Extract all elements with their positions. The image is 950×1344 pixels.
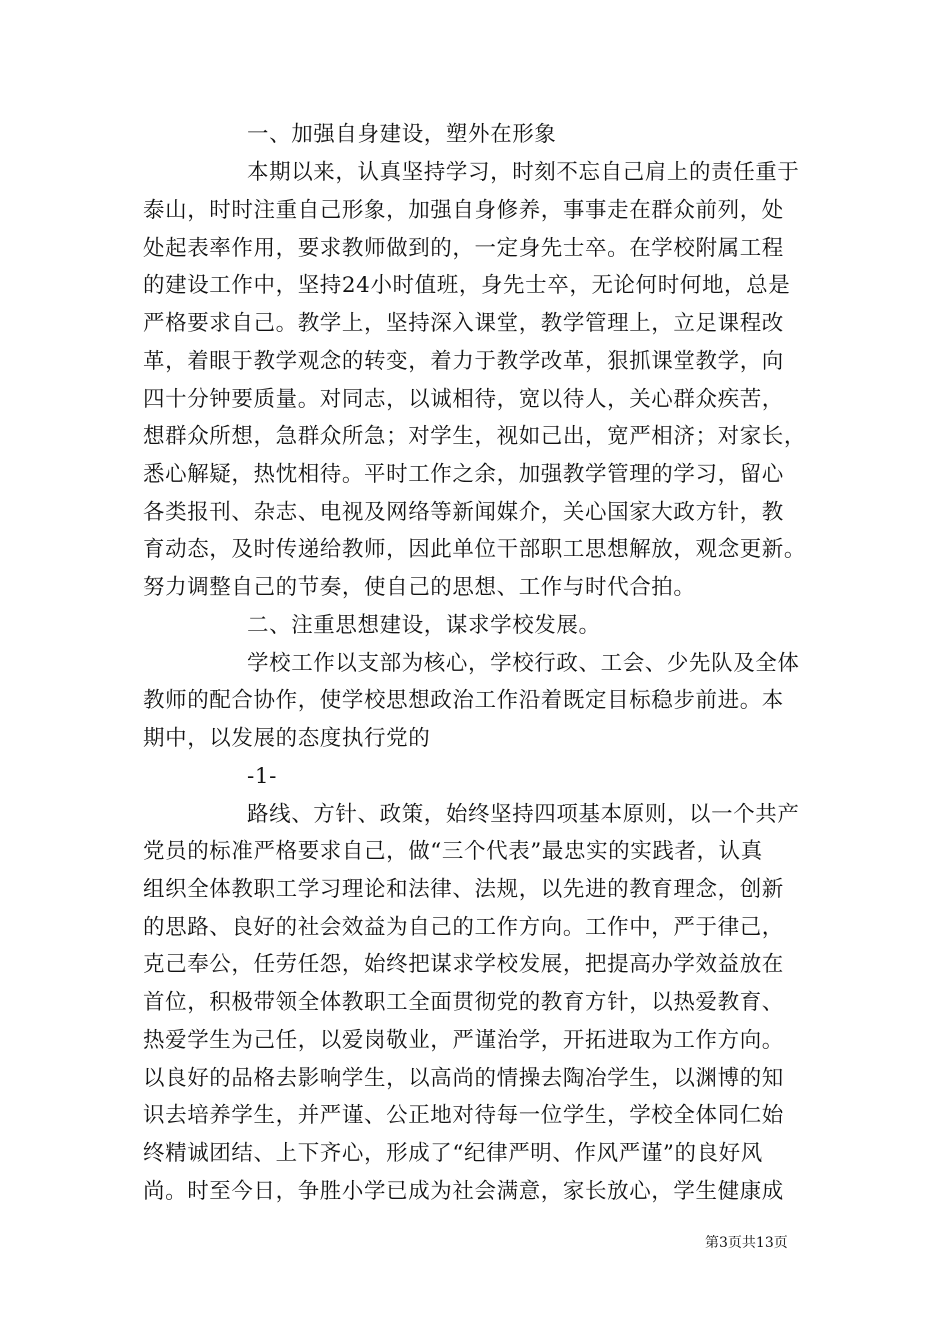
paragraph-line: 克己奉公，任劳任怨，始终把谋求学校发展，把提高办学效益放在 <box>143 952 784 977</box>
page-number-marker: -1- <box>247 764 278 789</box>
paragraph-line: 各类报刊、杂志、电视及网络等新闻媒介，关心国家大政方针，教 <box>143 500 784 525</box>
section-heading-2: 二、注重思想建设，谋求学校发展。 <box>247 613 601 638</box>
paragraph-line: 教师的配合协作，使学校思想政治工作沿着既定目标稳步前进。本 <box>143 688 784 713</box>
paragraph-line: 期中，以发展的态度执行党的 <box>143 726 431 751</box>
paragraph-line: 学校工作以支部为核心，学校行政、工会、少先队及全体 <box>247 651 800 676</box>
paragraph-line: 尚。时至今日，争胜小学已成为社会满意，家长放心，学生健康成 <box>143 1179 784 1204</box>
paragraph-line: 想群众所想，急群众所急；对学生，视如己出，宽严相济；对家长， <box>143 424 807 449</box>
section-heading-1: 一、加强自身建设，塑外在形象 <box>247 122 557 147</box>
paragraph-line: 育动态，及时传递给教师，因此单位干部职工思想解放，观念更新。 <box>143 537 807 562</box>
paragraph-line: 的思路、良好的社会效益为自己的工作方向。工作中，严于律己， <box>143 915 784 940</box>
paragraph-line: 终精诚团结、上下齐心，形成了“纪律严明、作风严谨”的良好风 <box>143 1141 763 1166</box>
paragraph-line: 党员的标准严格要求自己，做“三个代表”最忠实的实践者，认真 <box>143 839 763 864</box>
paragraph-line: 本期以来，认真坚持学习，时刻不忘自己肩上的责任重于 <box>247 160 800 185</box>
paragraph-line: 首位，积极带领全体教职工全面贯彻党的教育方针，以热爱教育、 <box>143 990 784 1015</box>
paragraph-line: 组织全体教职工学习理论和法律、法规，以先进的教育理念，创新 <box>143 877 784 902</box>
paragraph-line: 泰山，时时注重自己形象，加强自身修养，事事走在群众前列，处 <box>143 198 784 223</box>
paragraph-line: 处起表率作用，要求教师做到的，一定身先士卒。在学校附属工程 <box>143 236 784 261</box>
paragraph-line: 识去培养学生，并严谨、公正地对待每一位学生，学校全体同仁始 <box>143 1103 784 1128</box>
paragraph-line: 革，着眼于教学观念的转变，着力于教学改革，狠抓课堂教学，向 <box>143 349 784 374</box>
paragraph-line: 悉心解疑，热忱相待。平时工作之余，加强教学管理的学习，留心 <box>143 462 784 487</box>
paragraph-line: 以良好的品格去影响学生，以高尚的情操去陶冶学生，以渊博的知 <box>143 1066 784 1091</box>
paragraph-line: 路线、方针、政策，始终坚持四项基本原则，以一个共产 <box>247 802 800 827</box>
paragraph-line: 四十分钟要质量。对同志，以诚相待，宽以待人，关心群众疾苦， <box>143 387 784 412</box>
paragraph-line: 努力调整自己的节奏，使自己的思想、工作与时代合拍。 <box>143 575 696 600</box>
paragraph-line: 热爱学生为己任，以爱岗敬业，严谨治学，开拓进取为工作方向。 <box>143 1028 784 1053</box>
paragraph-line: 的建设工作中，坚持24小时值班，身先士卒，无论何时何地，总是 <box>143 273 791 298</box>
page-indicator: 第3页共13页 <box>705 1235 788 1251</box>
paragraph-line: 严格要求自己。教学上，坚持深入课堂，教学管理上，立足课程改 <box>143 311 784 336</box>
